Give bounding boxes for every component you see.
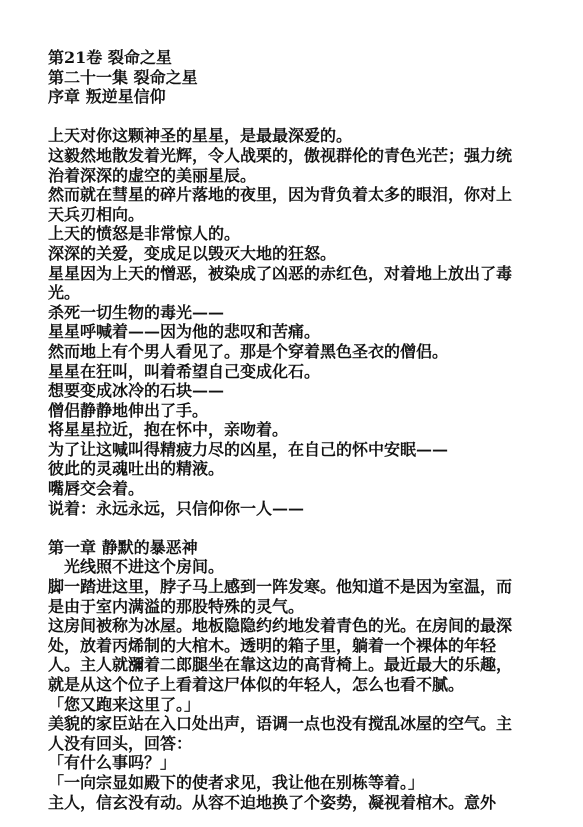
chapter-line: 人。主人就瀰着二郎腿坐在靠这边的高背椅上。最近最大的乐趣，: [48, 655, 513, 675]
prologue-line: 然而地上有个男人看见了。那是个穿着黑色圣衣的僧侣。: [48, 341, 449, 361]
prologue-line: 天兵刃相向。: [48, 204, 145, 224]
chapter-line: 就是从这个位子上看着这尸体似的年轻人，怎么也看不腻。: [48, 675, 465, 694]
chapter-line: 主人，信玄没有动。从容不迫地换了个姿势，凝视着棺木。意外: [48, 792, 497, 812]
collection-title: 第二十一集 裂命之星: [48, 67, 198, 87]
chapter-line: 这房间被称为冰屋。地板隐隐约约地发着青色的光。在房间的最深: [48, 616, 513, 636]
prologue-line: 星星在狂叫，叫着希望自己变成化石。: [48, 361, 321, 381]
prologue-line: 治着深深的虚空的美丽星辰。: [48, 165, 257, 185]
prologue-line: 星星因为上天的憎恶，被染成了凶恶的赤红色，对着地上放出了毒: [48, 263, 513, 283]
prologue-line: 为了让这喊叫得精疲力尽的凶星，在自己的怀中安眠——: [48, 439, 449, 459]
chapter-line: 美貌的家臣站在入口处出声，语调一点也没有搅乱冰屋的空气。主: [48, 714, 513, 734]
chapter-line: 处，放着丙烯制的大棺木。透明的箱子里，躺着一个裸体的年轻: [48, 635, 497, 655]
prologue-line: 说着：永远永远，只信仰你一人——: [48, 498, 305, 518]
chapter-line: 是由于室内满溢的那股特殊的灵气。: [48, 596, 305, 616]
spacer: [48, 107, 538, 127]
chapter-line: 「您又跑来这里了。」: [48, 694, 201, 714]
prologue-line: 星星呼喊着——因为他的悲叹和苦痛。: [48, 322, 321, 342]
prologue-line: 想要变成冰冷的石块——: [48, 381, 225, 401]
prologue-line: 嘴唇交会着。: [48, 479, 145, 499]
volume-title: 第21卷 裂命之星: [48, 48, 172, 67]
chapter-line: 光线照不进这个房间。: [64, 557, 225, 577]
prologue-line: 杀死一切生物的毒光——: [48, 302, 225, 322]
prologue-line: 然而就在彗星的碎片落地的夜里，因为背负着太多的眼泪，你对上: [48, 185, 513, 205]
prologue-line: 将星星拉近，抱在怀中，亲吻着。: [48, 420, 289, 440]
chapter-line: 脚一踏进这里，脖子马上感到一阵发寒。他知道不是因为室温，而: [48, 577, 513, 597]
prologue-line: 上天的愤怒是非常惊人的。: [48, 224, 241, 244]
prologue-line: 僧侣静静地伸出了手。: [48, 400, 209, 420]
prologue-line: 深深的关爱，变成足以毁灭大地的狂怒。: [48, 243, 337, 263]
prologue-title: 序章 叛逆星信仰: [48, 87, 166, 107]
prologue-line: 光。: [48, 283, 81, 303]
chapter-line: 「一向宗显如殿下的使者求见，我让他在别栋等着。」: [48, 772, 425, 792]
chapter-line: 人没有回头，回答：: [48, 733, 193, 753]
prologue-line: 彼此的灵魂吐出的精液。: [48, 459, 225, 479]
chapter-title: 第一章 静默的暴恶神: [48, 537, 198, 557]
chapter-line: 「有什么事吗？」: [48, 753, 177, 773]
prologue-line: 上天对你这颗神圣的星星，是最最深爱的。: [48, 126, 353, 146]
prologue-line: 这毅然地散发着光辉，令人战栗的，傲视群伦的青色光芒；强力统: [48, 145, 513, 165]
document-page: [48, 48, 538, 812]
spacer: [48, 518, 538, 538]
